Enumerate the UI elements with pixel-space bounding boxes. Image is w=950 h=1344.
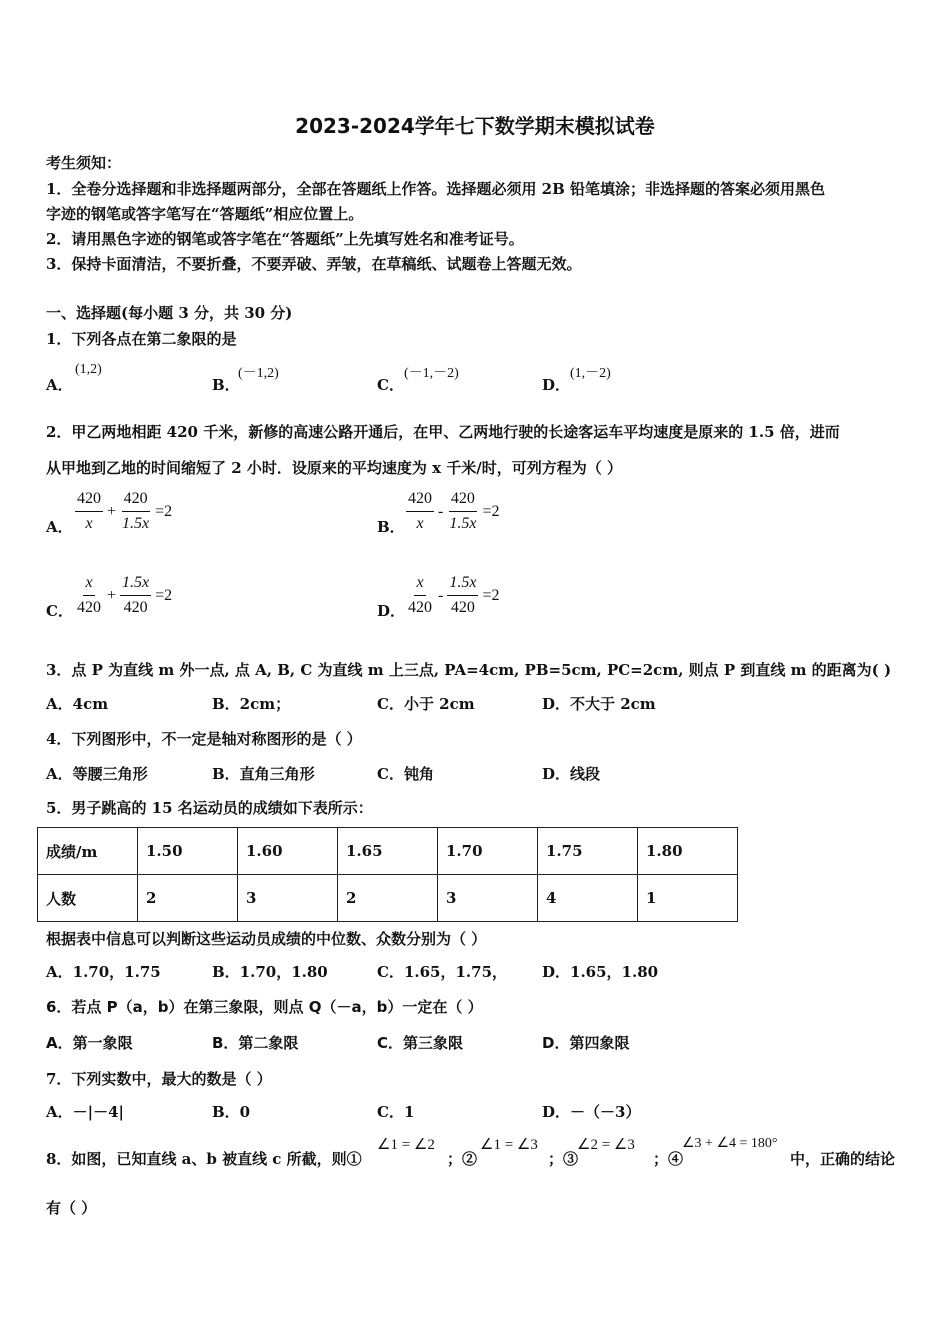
fraction: $\frac{420}{x}$ [77,490,101,532]
q3-option-b: B．2cm； [212,695,291,713]
table-cell: 2 [338,875,438,922]
fraction: $\frac{x}{420}$ [408,574,432,616]
q2-option-b-label: B． [377,518,405,536]
table-row [38,875,738,922]
q4-option-d: D．线段 [542,765,601,783]
q6-option-b: B．第二象限 [212,1034,299,1052]
q1-option-a-label: A． [46,376,73,394]
table-cell: 3 [438,875,538,922]
q1-stem: 1．下列各点在第二象限的是 [46,330,237,348]
fraction: $\frac{x}{420}$ [77,574,101,616]
q8-statement-2: ∠1 = ∠3 [480,1137,538,1153]
q2-option-d-equation: $\frac{x}{420}$ - $\frac{1.5x}{420}$ =2 [408,574,500,616]
q5-stem: 5．男子跳高的 15 名运动员的成绩如下表所示： [46,799,373,817]
q5-option-b: B．1.70，1.80 [212,963,328,981]
table-cell: 2 [138,875,238,922]
table-cell: 1.60 [238,828,338,875]
q6-stem: 6．若点 P（a，b）在第三象限，则点 Q（－a，b）一定在（ ） [46,998,483,1016]
q8-separator-4: ；④ [653,1150,684,1168]
q8-stem-start: 8．如图，已知直线 a、b 被直线 c 所截，则① [46,1150,362,1168]
q1-option-c-label: C． [377,376,404,394]
table-row [38,828,738,875]
table-cell: 4 [538,875,638,922]
q8-stem-end: 中，正确的结论 [790,1150,896,1168]
q3-stem: 3．点 P 为直线 m 外一点, 点 A, B, C 为直线 m 上三点, PA=4cm, PB=5cm, PC=2cm, 则点 P 到直线 m 的距离为( ) [46,661,892,679]
q1-option-d-point: (1,－2) [570,366,611,381]
q2-option-c-label: C． [46,602,73,620]
q1-option-d-label: D． [542,376,571,394]
q8-statement-4: ∠3 + ∠4 = 180° [682,1136,778,1151]
fraction: $\frac{1.5x}{420}$ [449,574,477,616]
page-title: 2023-2024学年七下数学期末模拟试卷 [295,114,655,138]
q2-option-a-equation: $\frac{420}{x}$ + $\frac{420}{1.5x}$ =2 [77,490,173,532]
table-cell: 成绩/m [38,828,138,875]
q7-stem: 7．下列实数中，最大的数是（ ） [46,1070,272,1088]
q2-option-b-equation: $\frac{420}{x}$ - $\frac{420}{1.5x}$ =2 [408,490,500,532]
q1-option-b-point: (－1,2) [238,366,279,381]
q6-option-d: D．第四象限 [542,1034,630,1052]
fraction: $\frac{420}{1.5x}$ [122,490,150,532]
fraction: $\frac{420}{1.5x}$ [449,490,477,532]
notice-heading: 考生须知： [46,154,122,172]
table-cell: 1.75 [538,828,638,875]
q8-separator-3: ；③ [548,1150,579,1168]
q5-followup: 根据表中信息可以判断这些运动员成绩的中位数、众数分别为（ ） [46,930,487,948]
table-cell: 3 [238,875,338,922]
notice-line-3: 3．保持卡面清洁，不要折叠，不要弄破、弄皱，在草稿纸、试题卷上答题无效。 [46,255,582,273]
table-cell: 1.80 [638,828,738,875]
q7-option-a: A．－|－4| [46,1103,124,1121]
table-cell: 1.70 [438,828,538,875]
q2-option-d-label: D． [377,602,406,620]
q2-option-c-equation: $\frac{x}{420}$ + $\frac{1.5x}{420}$ =2 [77,574,173,616]
q3-option-a: A．4cm [46,695,109,713]
q5-option-d: D．1.65，1.80 [542,963,659,981]
fraction: $\frac{1.5x}{420}$ [122,574,150,616]
q4-option-c: C．钝角 [377,765,434,783]
q8-stem-line-2: 有（ ） [46,1199,97,1217]
q7-option-d: D．－（－3） [542,1103,641,1121]
q3-option-c: C．小于 2cm [377,695,475,713]
fraction: $\frac{420}{x}$ [408,490,432,532]
q8-statement-3: ∠2 = ∠3 [577,1137,635,1153]
notice-line-1b: 字迹的钢笔或答字笔写在“答题纸”相应位置上。 [46,205,364,223]
q2-stem-line-1: 2．甲乙两地相距 420 千米，新修的高速公路开通后，在甲、乙两地行驶的长途客运车平均速度是原来的 1.5 倍，进而 [46,423,840,441]
table-cell: 1.65 [338,828,438,875]
q2-stem-line-2: 从甲地到乙地的时间缩短了 2 小时．设原来的平均速度为 x 千米/时，可列方程为（ ） [46,459,622,477]
q1-option-c-point: (－1,－2) [404,366,459,381]
notice-line-1a: 1．全卷分选择题和非选择题两部分，全部在答题纸上作答。选择题必须用 2B 铅笔填涂；非选择题的答案必须用黑色 [46,180,826,198]
table-cell: 1 [638,875,738,922]
table-cell: 1.50 [138,828,238,875]
notice-line-2: 2．请用黑色字迹的钢笔或答字笔在“答题纸”上先填写姓名和准考证号。 [46,230,524,248]
q7-option-b: B．0 [212,1103,251,1121]
table-cell: 人数 [38,875,138,922]
q6-option-a: A．第一象限 [46,1034,133,1052]
q2-option-a-label: A． [46,518,73,536]
q1-option-a-point: (1,2) [75,362,102,377]
q7-option-c: C．1 [377,1103,415,1121]
q3-option-d: D．不大于 2cm [542,695,656,713]
q4-option-a: A．等腰三角形 [46,765,148,783]
q1-option-b-label: B． [212,376,240,394]
q4-stem: 4．下列图形中，不一定是轴对称图形的是（ ） [46,730,362,748]
q4-option-b: B．直角三角形 [212,765,315,783]
q5-option-c: C．1.65，1.75， [377,963,508,981]
q5-table [37,827,738,922]
q8-statement-1: ∠1 = ∠2 [377,1137,435,1153]
section-heading: 一、选择题(每小题 3 分，共 30 分) [46,304,293,322]
q6-option-c: C．第三象限 [377,1034,464,1052]
q8-separator-2: ；② [447,1150,478,1168]
q5-option-a: A．1.70，1.75 [46,963,161,981]
